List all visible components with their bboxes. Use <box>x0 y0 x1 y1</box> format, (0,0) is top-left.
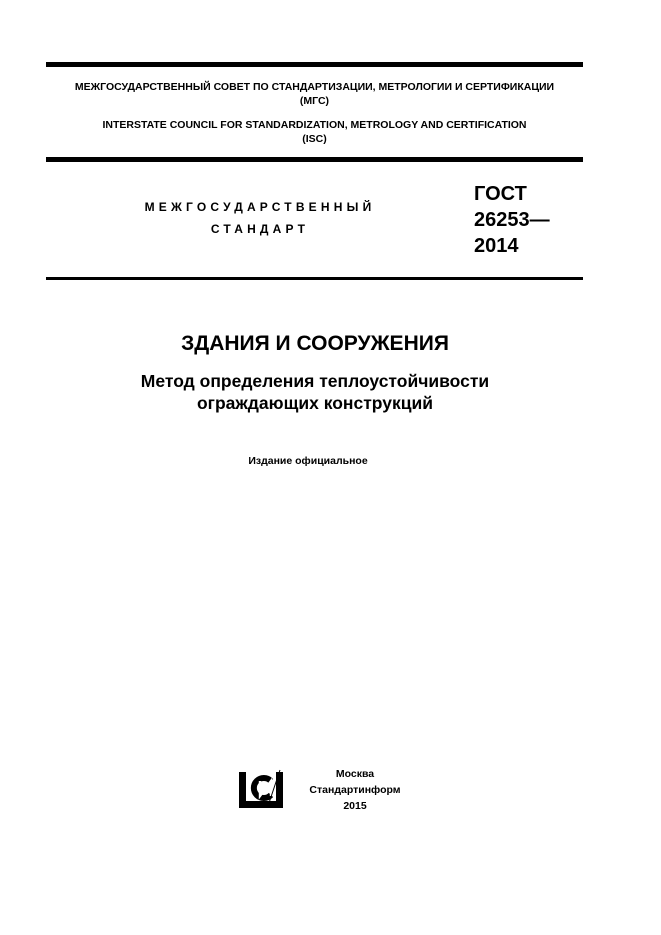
bottom-rule <box>46 277 583 280</box>
imprint-city: Москва <box>335 768 375 780</box>
standard-kind-line1: МЕЖГОСУДАРСТВЕННЫЙ <box>144 200 376 214</box>
standartinform-logo-icon <box>236 767 286 811</box>
gost-label: ГОСТ <box>474 183 527 205</box>
gost-year: 2014 <box>474 235 519 257</box>
top-rule <box>46 62 583 67</box>
standard-kind <box>110 196 410 240</box>
subtitle-line2: ограждающих конструкций <box>196 393 434 413</box>
imprint-publisher: Стандартинформ <box>309 784 401 796</box>
standard-kind-line2: СТАНДАРТ <box>210 222 310 236</box>
imprint-year: 2015 <box>343 800 367 812</box>
council-ru-line1: МЕЖГОСУДАРСТВЕННЫЙ СОВЕТ ПО СТАНДАРТИЗАЦИИ, МЕТРОЛОГИИ И СЕРТИФИКАЦИИ <box>74 81 555 93</box>
council-name-ru <box>46 80 583 108</box>
council-name-en <box>46 118 583 146</box>
imprint <box>298 766 412 814</box>
council-ru-line2: (МГС) <box>299 95 330 107</box>
middle-rule <box>46 157 583 162</box>
council-en-line2: (ISC) <box>302 133 327 145</box>
document-subtitle <box>0 370 630 414</box>
council-en-line1: INTERSTATE COUNCIL FOR STANDARDIZATION, METROLOGY AND CERTIFICATION <box>102 119 527 131</box>
document-title: ЗДАНИЯ И СООРУЖЕНИЯ <box>181 332 449 355</box>
gost-number: 26253— <box>474 209 550 231</box>
gost-designation <box>474 181 550 259</box>
subtitle-line1: Метод определения теплоустойчивости <box>140 371 490 391</box>
edition-note: Издание официальное <box>248 455 368 467</box>
